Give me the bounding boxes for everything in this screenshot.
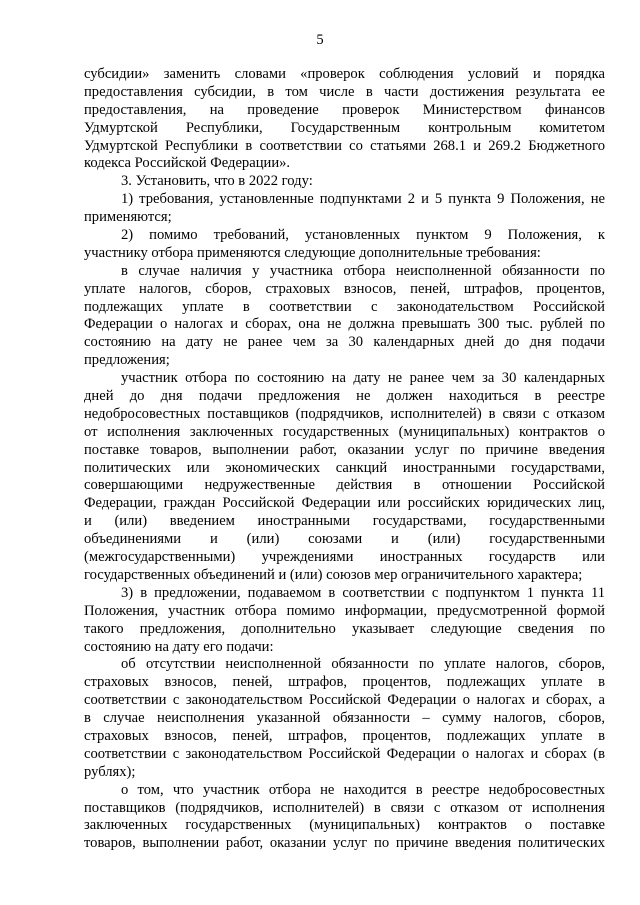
page-number: 5 — [316, 32, 324, 48]
text-line: подлежащих уплате в соответствии с законодательством Российской — [84, 298, 605, 315]
text-line: государственных объединений и (или) союзов мер ограничительного характера; — [84, 566, 583, 583]
text-line: страховых взносов, пеней, штрафов, процентов, подлежащих уплате в — [84, 674, 605, 691]
text-line: участник отбора по состоянию на дату не ранее чем за 30 календарных — [121, 370, 605, 387]
text-line: соответствии с законодательством Российской Федерации о налогах и сборах, а — [84, 692, 605, 709]
text-line: предложения; — [84, 352, 170, 369]
text-line: 1) требования, установленные подпунктами 2 и 5 пункта 9 Положения, не — [121, 191, 605, 208]
text-line: Положения, участник отбора помимо информации, предусмотренной формой — [84, 602, 605, 619]
text-line: уплате налогов, сборов, страховых взносов, пеней, штрафов, процентов, — [84, 280, 605, 297]
text-line: (межгосударственными) учреждениями иностранных государств или — [84, 549, 605, 566]
text-line: 2) помимо требований, установленных пунктом 9 Положения, к — [121, 227, 605, 244]
text-line: участнику отбора применяются следующие дополнительные требования: — [84, 244, 541, 261]
text-line: Федерации, граждан Российской Федерации или российских юридических лиц, — [84, 495, 605, 512]
text-line: товаров, выполнении работ, оказании услуг по причине введения политических — [84, 835, 605, 852]
document-body — [84, 66, 605, 853]
text-line: предоставления субсидии, в том числе в части достижения результата ее — [84, 83, 605, 100]
text-line: недобросовестных поставщиков (подрядчиков, исполнителей) в связи с отказом — [84, 405, 605, 422]
text-line: Удмуртской Республики, Государственным контрольным комитетом — [84, 119, 605, 136]
paragraph — [84, 263, 605, 370]
text-line: страховых взносов, пеней, штрафов, процентов, подлежащих уплате в — [84, 727, 605, 744]
text-line: о том, что участник отбора не находится в реестре недобросовестных — [121, 781, 605, 798]
text-line: об отсутствии неисполненной обязанности по уплате налогов, сборов, — [121, 656, 605, 673]
text-line: субсидии» заменить словами «проверок соблюдения условий и порядка — [84, 66, 605, 82]
text-line: заключенных государственных (муниципальных) контрактов о поставке — [84, 817, 605, 834]
text-line: применяются; — [84, 209, 172, 226]
paragraph — [84, 370, 605, 585]
paragraph — [84, 191, 605, 227]
text-line: поставке товаров, выполнении работ, оказании услуг по причине введения — [84, 441, 605, 458]
paragraph — [84, 585, 605, 657]
text-line: Федерации о налогах и сборах, она не должна превышать 300 тыс. рублей по — [84, 316, 605, 333]
paragraph — [84, 656, 605, 781]
paragraph — [84, 227, 605, 263]
text-line: рублях); — [84, 763, 136, 780]
text-line: такого предложения, дополнительно указывает следующие сведения по — [84, 620, 605, 637]
text-line: соответствии с законодательством Российской Федерации о налогах и сборах (в — [84, 745, 605, 762]
text-line: от исполнения заключенных государственных (муниципальных) контрактов о — [84, 423, 605, 440]
text-line: в случае наличия у участника отбора неисполненной обязанности по — [121, 262, 605, 279]
paragraph — [84, 66, 605, 173]
text-line: объединениями и (или) союзами и (или) государственными — [84, 531, 605, 548]
text-line: политических или экономических санкций иностранными государствами, — [84, 459, 605, 476]
text-line: совершающими недружественные действия в отношении Российской — [84, 477, 605, 494]
text-line: дней до дня подачи предложения не должен находиться в реестре — [84, 388, 605, 405]
text-line: состоянию на дату не ранее чем за 30 календарных дней до дня подачи — [84, 334, 605, 351]
paragraph — [84, 782, 605, 854]
text-line: 3) в предложении, подаваемом в соответствии с подпунктом 1 пункта 11 — [121, 584, 605, 601]
text-line: кодекса Российской Федерации». — [84, 155, 291, 172]
text-line: предоставления, на проведение проверок Министерством финансов — [84, 101, 605, 118]
text-line: 3. Установить, что в 2022 году: — [121, 173, 313, 190]
text-line: в случае неисполнения указанной обязанности – сумму налогов, сборов, — [84, 710, 605, 727]
text-line: Удмуртской Республики в соответствии со статьями 268.1 и 269.2 Бюджетного — [84, 137, 605, 154]
text-line: поставщиков (подрядчиков, исполнителей) в связи с отказом от исполнения — [84, 799, 605, 816]
paragraph — [84, 173, 605, 191]
text-line: и (или) введением иностранными государствами, государственными — [84, 513, 605, 530]
text-line: состоянию на дату его подачи: — [84, 638, 274, 655]
